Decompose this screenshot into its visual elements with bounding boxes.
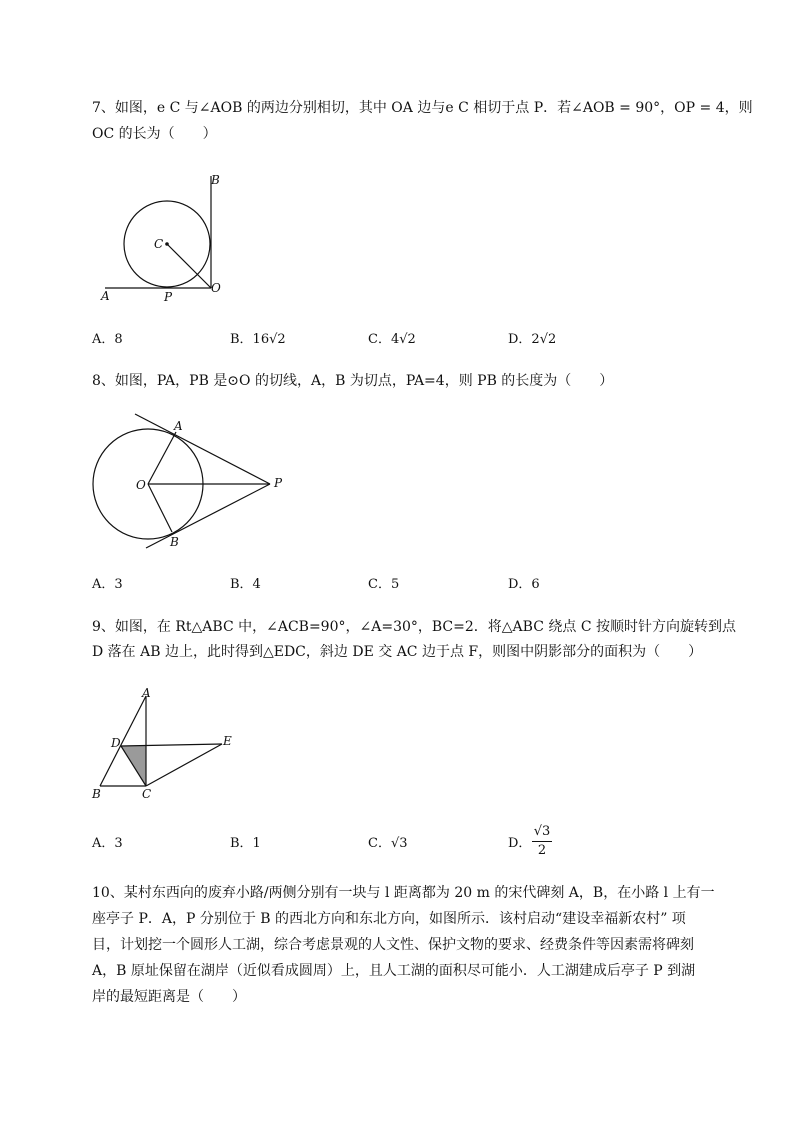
q9-stem-line2: D 落在 AB 边上，此时得到△EDC，斜边 DE 交 AC 边于点 F，则图中阴影部分的面积为（ ） — [92, 644, 703, 660]
q8-radius-ob — [148, 484, 172, 532]
q7-option-a: A．8 — [92, 332, 123, 347]
q7-option-b: B．16√2 — [230, 332, 286, 347]
q8-stem-line1: 8、如图，PA，PB 是⊙O 的切线，A，B 为切点，PA=4，则 PB 的长度为（ ） — [92, 373, 614, 389]
q7-label-p: P — [164, 290, 173, 304]
q9-option-d-fraction — [532, 824, 552, 859]
q8-label-a: A — [174, 419, 183, 433]
q7-label-c: C — [154, 237, 164, 251]
q10-stem-line2: 座亭子 P．A，P 分别位于 B 的西北方向和东北方向，如图所示．该村启动“建设幸福新农村” 项 — [92, 911, 686, 927]
q8-option-a: A．3 — [92, 577, 123, 592]
q10-stem-line5: 岸的最短距离是（ ） — [92, 989, 246, 1005]
q8-label-o: O — [136, 478, 146, 492]
q8-option-d: D．6 — [508, 577, 540, 592]
q7-stem-line2: OC 的长为（ ） — [92, 126, 217, 142]
q9-option-b: B．1 — [230, 836, 261, 851]
q8-radius-oa — [148, 432, 176, 484]
q7-center-dot — [165, 242, 169, 246]
q9-side-ce — [146, 744, 222, 786]
q9-stem-line1: 9、如图，在 Rt△ABC 中，∠ACB=90°，∠A=30°，BC=2．将△ABC 绕点 C 按顺时针方向旋转到点 — [92, 619, 736, 635]
q9-option-a: A．3 — [92, 836, 123, 851]
q9-option-c: C．√3 — [368, 836, 408, 851]
q9-side-de — [121, 744, 222, 746]
q10-stem-line3: 目，计划挖一个圆形人工湖，综合考虑景观的人文性、保护文物的要求、经费条件等因素需将碑刻 — [92, 937, 694, 953]
q9-option-d-prefix: D． — [508, 836, 532, 851]
q9-figure — [88, 686, 248, 806]
fraction-bar — [532, 841, 552, 842]
q7-figure — [95, 168, 235, 308]
q9-label-c: C — [142, 787, 152, 801]
q7-option-c: C．4√2 — [368, 332, 416, 347]
q7-option-d: D．2√2 — [508, 332, 557, 347]
q7-stem-line1: 7、如图，e C 与∠AOB 的两边分别相切，其中 OA 边与e C 相切于点 P．若∠AOB = 90°，OP = 4，则 — [92, 100, 753, 116]
q10-stem-line1: 10、某村东西向的废弃小路/两侧分别有一块与 l 距离都为 20 m 的宋代碑刻 A，B，在小路 l 上有一 — [92, 885, 715, 901]
q9-label-a: A — [142, 686, 151, 700]
q9-option-d-numerator: √3 — [533, 824, 551, 839]
q8-option-c: C．5 — [368, 577, 400, 592]
q8-figure — [92, 412, 292, 552]
q8-label-p: P — [274, 476, 283, 490]
q10-stem-line4: A，B 原址保留在湖岸（近似看成圆周）上，且人工湖的面积尽可能小．人工湖建成后亭子 P 到湖 — [92, 963, 696, 979]
q9-option-d-denominator: 2 — [537, 843, 547, 858]
q7-label-o: O — [211, 281, 221, 295]
q7-label-a: A — [101, 289, 110, 303]
q9-label-e: E — [223, 734, 232, 748]
q9-label-b: B — [92, 787, 101, 801]
q9-label-d: D — [111, 736, 121, 750]
q8-label-b: B — [170, 535, 179, 549]
q8-option-b: B．4 — [230, 577, 261, 592]
q7-label-b: B — [211, 173, 220, 187]
